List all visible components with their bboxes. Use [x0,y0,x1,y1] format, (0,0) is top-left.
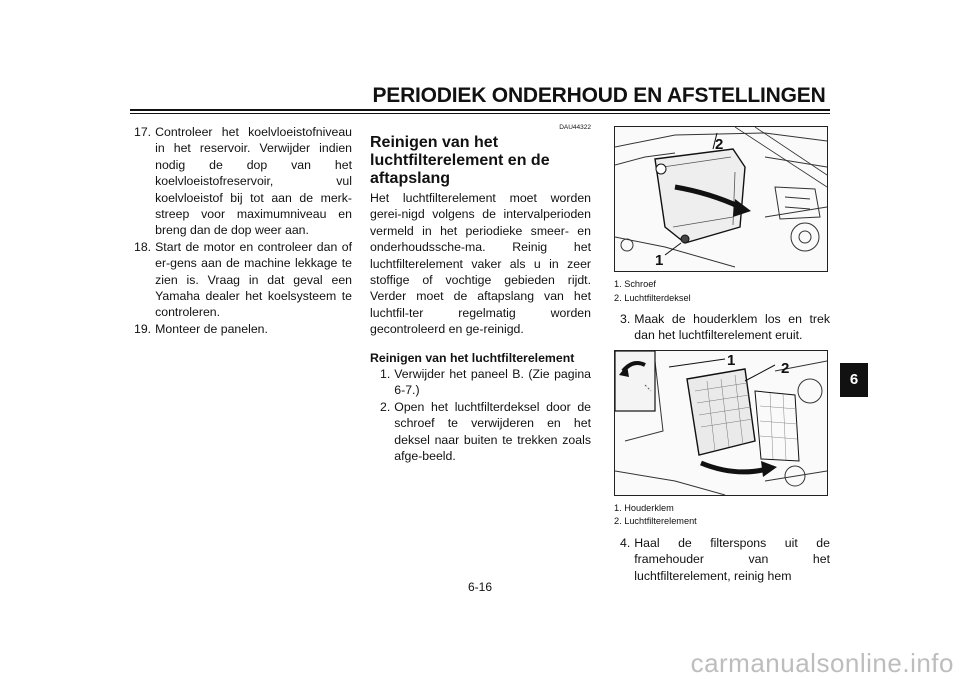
step-number: 17. [134,125,152,139]
figure-2-caption [614,502,830,529]
illustration-svg [615,127,827,271]
air-filter-element-illustration [614,350,828,496]
intro-paragraph: Het luchtfilterelement moet worden gerei-nigd volgens de intervalperioden vermeld in het periodieke smeer- en onderhoudssche-ma. Reinig het luchtfilterelement vaker als u in zeer stoffige of vochtige gebieden rijdt. Verder moet de aftapslang van het luchtfil-ter regelmatig worden gecontroleerd en ge-reinigd. [370,191,591,337]
step-18 [134,239,352,321]
header-rule [130,109,830,111]
document-code: DAU44322 [559,124,591,131]
section-title: Reinigen van het luchtfilterelement en de aftapslang [370,134,550,187]
step-17 [134,124,352,239]
step-2 [370,399,591,465]
step-number: 3. [620,312,631,326]
page-number: 6-16 [467,580,493,594]
illustration-svg [615,351,827,495]
step-text: Open het luchtfilterdeksel door de schroef te verwijderen en het deksel naar buiten te trekken zoals afge-beeld. [394,399,591,464]
step-3 [614,311,830,344]
step-text: Verwijder het paneel B. (Zie pagina 6-7.) [394,367,591,398]
callout-2: 2 [715,136,724,153]
step-number: 2. [380,399,391,414]
step-text: Haal de filterspons uit de framehouder van het luchtfilterelement, reinig hem [634,535,830,583]
callout-1: 1 [727,351,736,369]
step-text: Maak de houderklem los en trek dan het luchtfilterelement eruit. [634,312,830,343]
step-number: 18. [134,239,152,254]
chapter-tab: 6 [840,363,868,397]
column-3 [614,124,830,584]
step-number: 4. [620,535,631,550]
caption-line: 2. Luchtfilterelement [614,516,697,527]
step-4 [614,535,830,584]
callout-2: 2 [781,359,790,377]
watermark: carmanualsonline.info [690,648,954,678]
caption-line: 1. Houderklem [614,502,674,513]
header-rule-thin [130,113,830,114]
step-1 [370,366,591,399]
caption-line: 1. Schroef [614,279,656,289]
step-text: Start de motor en controleer dan of er-gens aan de machine lekkage te zien is. Vraag in dat geval een Yamaha dealer het koelsysteem te controleren. [155,239,352,320]
step-text: Controleer het koelvloeistofniveau in het reservoir. Verwijder indien nodig de dop van het koelvloeistofreservoir, vul koelvloeistof bij tot aan de merk-streep voor maximumniveau en breng dan de dop weer aan. [155,125,352,238]
column-2 [370,124,591,465]
step-19 [134,321,352,337]
caption-line: 2. Luchtfilterdeksel [614,292,691,303]
step-number: 19. [134,321,152,336]
step-text: Monteer de panelen. [155,321,268,336]
column-1 [134,124,352,337]
page-header: PERIODIEK ONDERHOUD EN AFSTELLINGEN [372,84,826,107]
figure-1-caption [614,278,830,305]
air-filter-cover-illustration [614,126,828,272]
callout-1: 1 [655,252,664,269]
subsection-title: Reinigen van het luchtfilterelement [370,350,575,365]
step-number: 1. [380,367,391,382]
